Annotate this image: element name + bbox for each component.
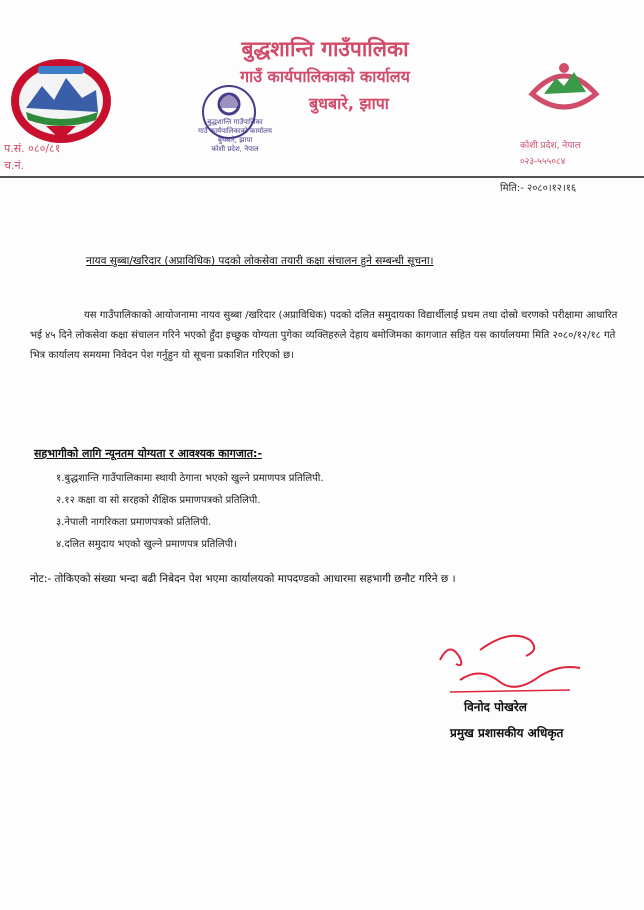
- stamp-text-4: कोशी प्रदेश, नेपाल: [211, 145, 259, 153]
- stamp-text-1: बुद्धशान्ति गाउँपालिका: [207, 118, 263, 126]
- signature-icon: [420, 620, 600, 710]
- office-location: बुधबारे, झापा: [309, 94, 389, 113]
- notice-date: मिति:- २०८०।१२।१६: [500, 183, 577, 194]
- list-item: ३.नेपाली नागरिकता प्रमाणपत्रको प्रतिलिपी.: [56, 517, 212, 528]
- notice-subject: नायव सुब्बा/खरिदार (अप्राविधिक) पदको लोकसेवा तयारी कक्षा संचालन हुने सम्बन्धी सूचना।: [86, 255, 434, 267]
- header-divider: [0, 176, 644, 178]
- requirements-heading: सहभागीको लागि न्यूनतम योग्यता र आवश्यक कागजात:-: [34, 447, 263, 460]
- province-emblem-icon: [522, 48, 606, 132]
- stamp-caption: [192, 118, 278, 154]
- notice-note: नोट:- तोकिएको संख्या भन्दा बढी निबेदन पेश भएमा कार्यालयको मापदण्डको आधारमा सहभागी छनौट गरिने छ ।: [30, 573, 456, 585]
- list-item: ४.दलित समुदाय भएको खुल्ने प्रमाणपत्र प्रतिलिपी।: [56, 539, 237, 550]
- office-name: बुद्धशान्ति गाउँपालिका: [241, 37, 409, 61]
- office-sub: गाउँ कार्यपालिकाको कार्यालय: [240, 67, 410, 86]
- requirements-list: [56, 468, 324, 556]
- contact-block: [520, 138, 581, 170]
- reference-block: [4, 140, 60, 174]
- stamp-text-2: गाउँ कार्यपालिकाको कार्यालय: [198, 127, 272, 135]
- list-item: १.बुद्धशान्ति गाउँपालिकामा स्थायी ठेगाना भएको खुल्ने प्रमाणपत्र प्रतिलिपी.: [56, 473, 324, 484]
- reference-number: प.सं. ०८०/८१: [4, 142, 61, 155]
- phone-number: ०२३-५५५०८४: [520, 157, 566, 167]
- dispatch-number: च.नं.: [4, 159, 25, 172]
- list-item: २.१२ कक्षा वा सो सरहको शैक्षिक प्रमाणपत्रको प्रतिलिपी.: [56, 495, 261, 506]
- stamp-text-3: बुधबारे, झापा: [217, 136, 253, 144]
- nepal-emblem-icon: [8, 56, 114, 146]
- province-label: कोशी प्रदेश, नेपाल: [520, 141, 581, 151]
- signatory-title: प्रमुख प्रशासकीय अधिकृत: [450, 726, 564, 740]
- notice-body: यस गाउँपालिकाको आयोजनामा नायव सुब्बा /खरिदार (अप्राविधिक) पदको दलित समुदायका विद्यार्थीलाई प्रथम तथा दोस्रो चरणको परीक्षामा आधारित भई ४५ दिने लोकसेवा कक्षा संचालन गरिने भएको हुँदा इच्छुक योग्यता पुगेका व्यक्तिहरुले देहाय बमोजिमका कागजात सहित यस कार्यालयमा मिति २०८०/१२/१८ गते भित्र कार्यालय समयमा निवेदन पेश गर्नुहुन यो सूचना प्रकाशित गरिएको छ।: [30, 310, 618, 361]
- signatory-name: विनोद पोखरेल: [464, 700, 527, 714]
